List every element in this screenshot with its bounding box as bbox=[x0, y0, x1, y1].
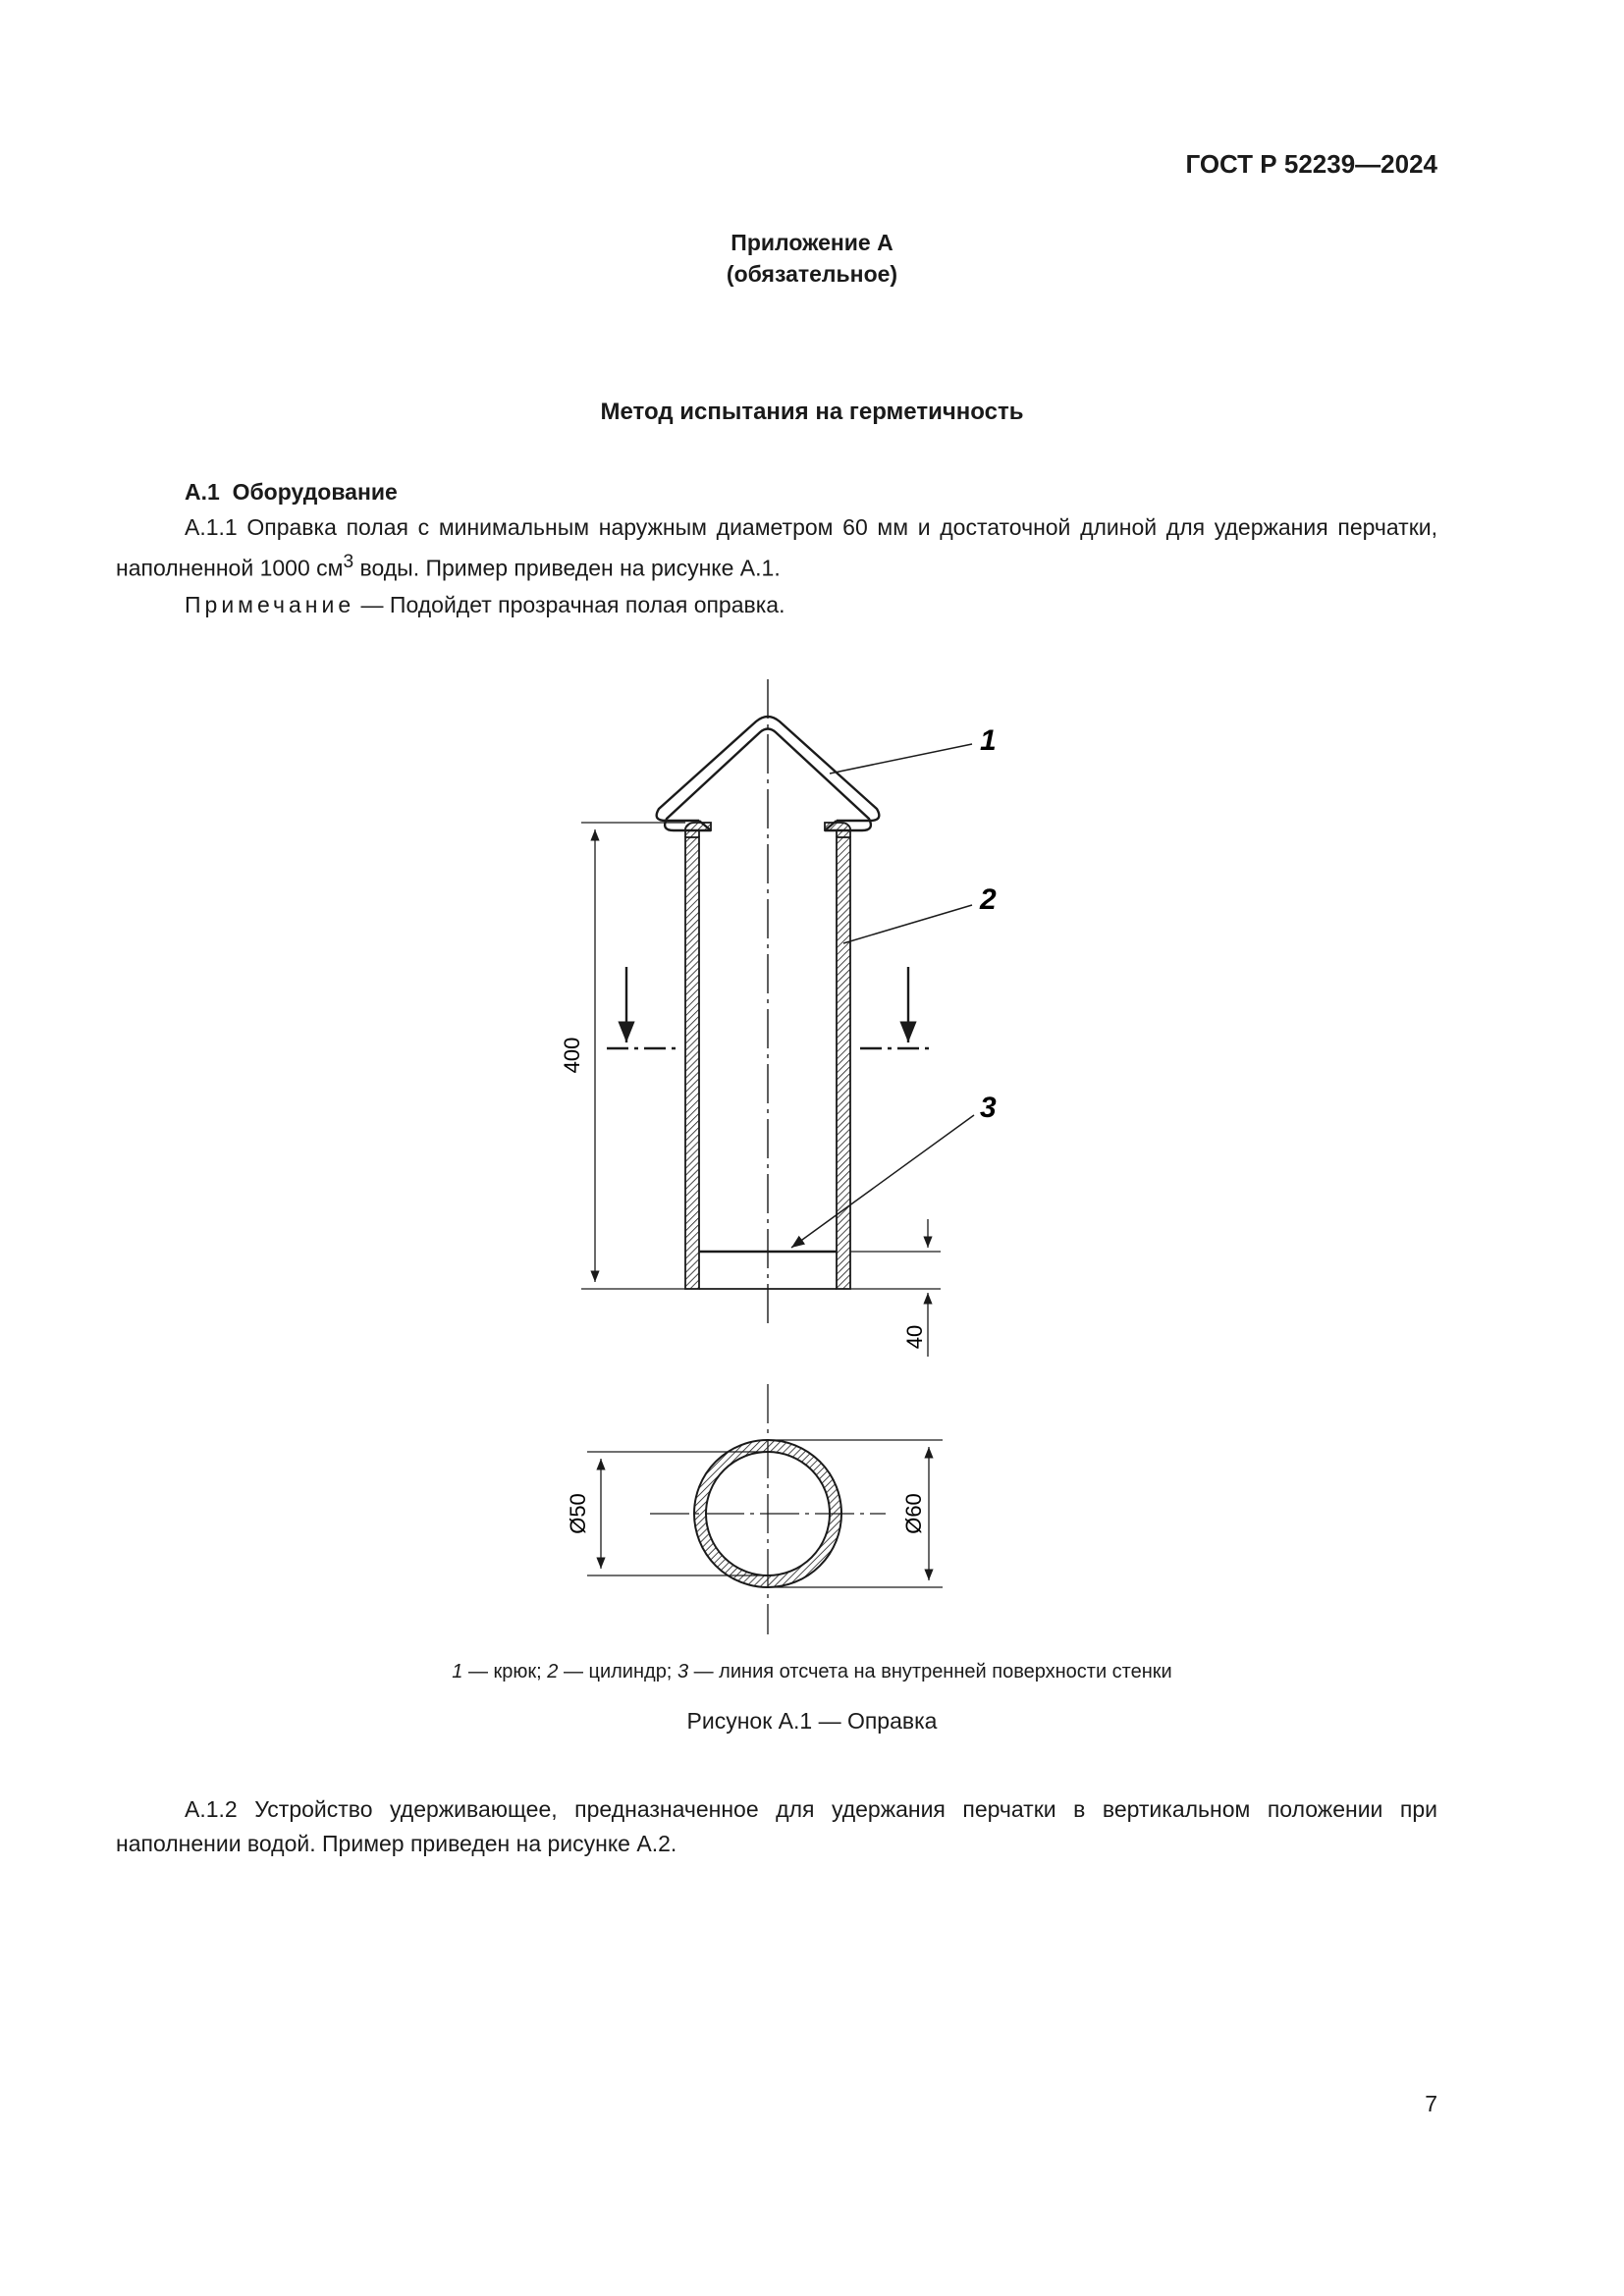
subsection-number: А.1 bbox=[185, 479, 220, 505]
svg-text:2: 2 bbox=[980, 883, 997, 916]
paragraph-a12: А.1.2 Устройство удерживающее, предназначенное для удержания перчатки в вертикальном положении при наполнении водой. Пример приведен на рисунке А.2. bbox=[116, 1796, 1437, 1856]
appendix-title: Приложение А bbox=[731, 230, 893, 255]
note-paragraph bbox=[116, 588, 1437, 622]
callout-1 bbox=[830, 724, 997, 774]
dimension-40-label: 40 bbox=[902, 1324, 927, 1350]
dimension-length bbox=[560, 823, 685, 1289]
figure-legend: 1 — крюк; 2 — цилиндр; 3 — линия отсчета на внутренней поверхности стенки bbox=[452, 1661, 1172, 1682]
dimension-d50-label: Ø50 bbox=[566, 1493, 590, 1534]
dimension-offset bbox=[850, 1219, 941, 1357]
callout-3 bbox=[791, 1092, 997, 1248]
section-mark-right bbox=[860, 967, 929, 1048]
svg-text:1: 1 bbox=[980, 724, 997, 757]
dimension-400-label: 400 bbox=[560, 1037, 584, 1074]
svg-text:3: 3 bbox=[980, 1092, 997, 1124]
dimension-d60-label: Ø60 bbox=[901, 1493, 926, 1534]
section-title: Метод испытания на герметичность bbox=[600, 399, 1024, 425]
appendix-status: (обязательное) bbox=[726, 261, 898, 287]
page-number: 7 bbox=[1425, 2091, 1437, 2116]
superscript-3: 3 bbox=[343, 552, 354, 572]
note-label: Примечание bbox=[185, 592, 355, 617]
standard-code: ГОСТ Р 52239—2024 bbox=[1185, 149, 1437, 179]
figure-caption: Рисунок А.1 — Оправка bbox=[686, 1708, 938, 1734]
note-text: — Подойдет прозрачная полая оправка. bbox=[354, 592, 785, 617]
subsection-heading bbox=[185, 479, 398, 506]
figure-mandrel bbox=[511, 667, 1060, 1649]
callout-2 bbox=[843, 883, 997, 943]
section-mark-left bbox=[607, 967, 676, 1048]
paragraph-a11: А.1.1 Оправка полая с минимальным наружным диаметром 60 мм и достаточной длиной для удержания перчатки, наполненной 1000 $см^3$ воды. Пример приведен на рисунке А.1. bbox=[116, 514, 1437, 581]
cross-section bbox=[650, 1384, 886, 1634]
subsection-title: Оборудование bbox=[232, 479, 398, 505]
appendix-heading bbox=[0, 227, 1624, 290]
